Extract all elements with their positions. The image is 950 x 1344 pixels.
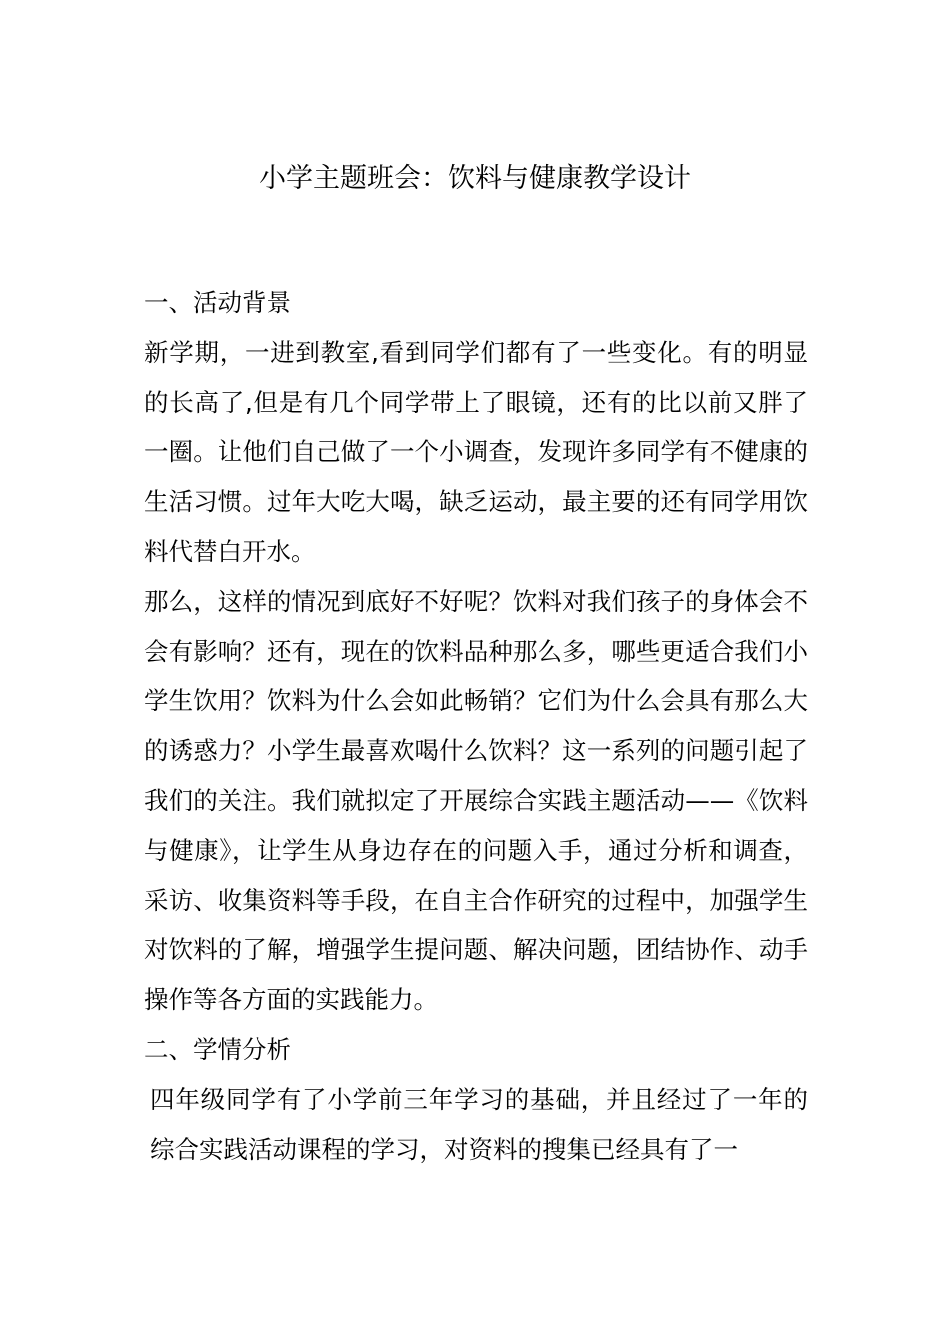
paragraph: 四年级同学有了小学前三年学习的基础，并且经过了一年的综合实践活动课程的学习，对资料的搜集已经具有了一 [150,1084,808,1164]
section-heading: 二、学情分析 [144,1034,291,1064]
paragraph: 那么，这样的情况到底好不好呢？饮料对我们孩子的身体会不会有影响？还有，现在的饮料品种那么多，哪些更适合我们小学生饮用？饮料为什么会如此畅销？它们为什么会具有那么大的诱惑力？小学生最喜欢喝什么饮料？这一系列的问题引起了我们的关注。我们就拟定了开展综合实践主题活动——《饮料与健康》，让学生从身边存在的问题入手，通过分析和调查，采访、收集资料等手段，在自主合作研究的过程中，加强学生对饮料的了解，增强学生提问题、解决问题，团结协作、动手操作等各方面的实践能力。 [144,586,808,1015]
paragraph: 新学期，一进到教室,看到同学们都有了一些变化。有的明显的长高了,但是有几个同学带上了眼镜，还有的比以前又胖了一圈。让他们自己做了一个小调查，发现许多同学有不健康的生活习惯。过年大吃大喝，缺乏运动，最主要的还有同学用饮料代替白开水。 [144,337,808,566]
document-body [144,278,808,1174]
document-title: 小学主题班会：饮料与健康教学设计 [259,163,691,194]
section-heading: 一、活动背景 [144,288,291,317]
